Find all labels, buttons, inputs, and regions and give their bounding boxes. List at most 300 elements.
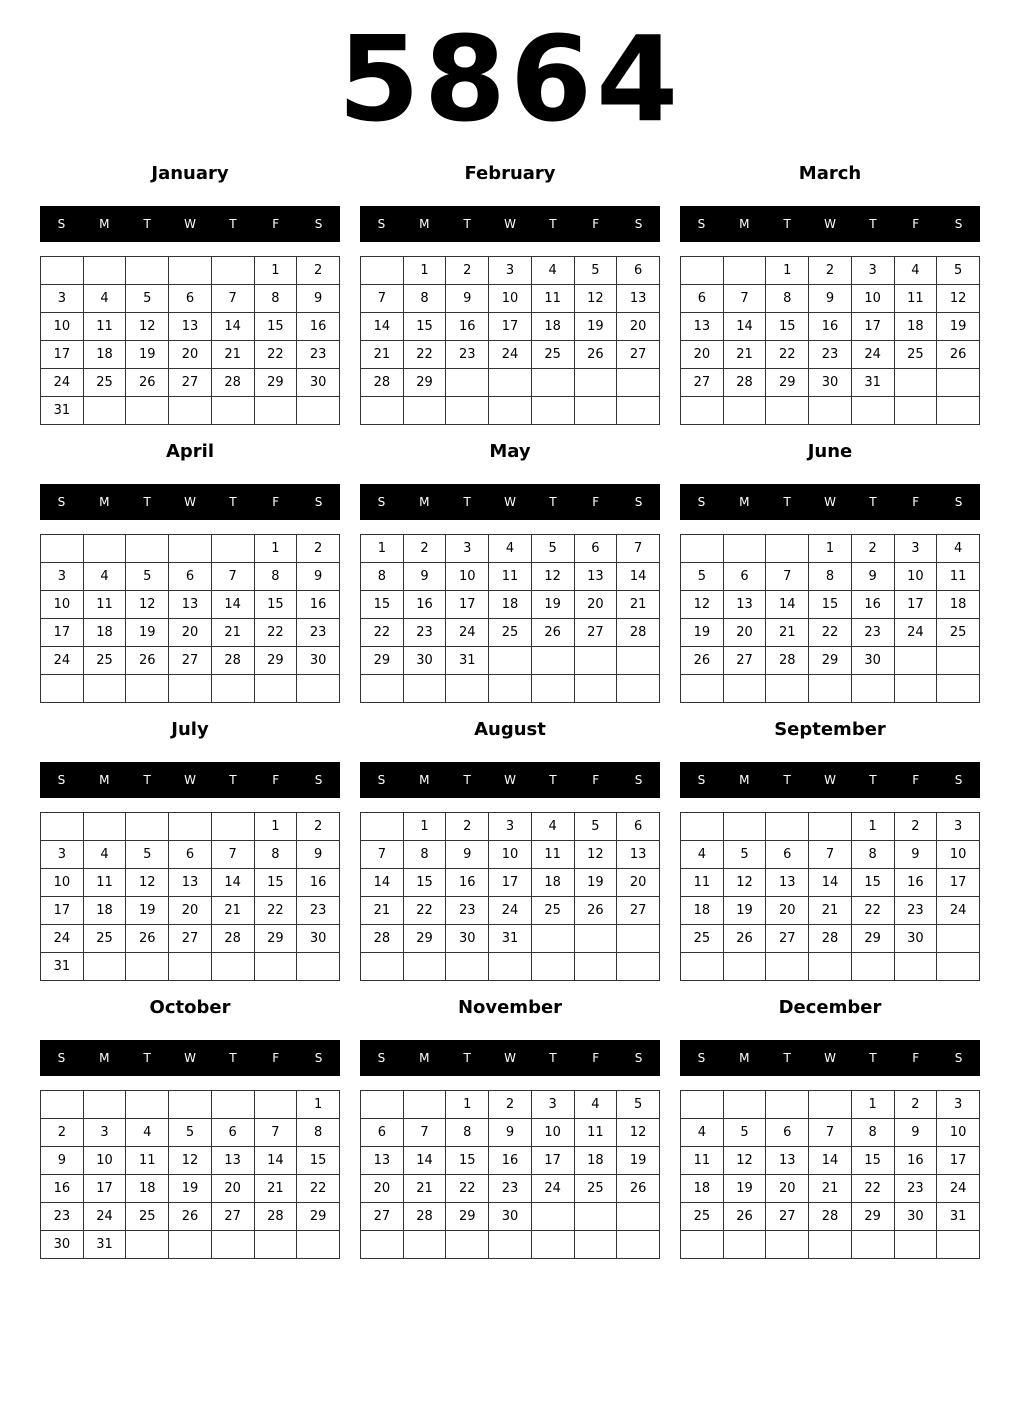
day-cell <box>894 1231 937 1259</box>
week-row <box>41 897 340 925</box>
day-cell: 13 <box>681 313 724 341</box>
day-cell: 27 <box>211 1203 254 1231</box>
week-row <box>361 813 660 841</box>
week-row <box>361 925 660 953</box>
week-row <box>41 341 340 369</box>
day-cell <box>126 675 169 703</box>
day-cell: 1 <box>446 1091 489 1119</box>
day-cell <box>574 1203 617 1231</box>
weekday-label: M <box>419 495 430 509</box>
day-cell <box>531 1231 574 1259</box>
month-name: August <box>474 719 546 740</box>
week-row <box>361 953 660 981</box>
day-cell: 11 <box>83 591 126 619</box>
day-cell: 2 <box>489 1091 532 1119</box>
day-cell: 7 <box>254 1119 297 1147</box>
day-cell: 25 <box>83 647 126 675</box>
weekday-label: M <box>739 773 750 787</box>
day-cell: 8 <box>403 285 446 313</box>
day-cell: 10 <box>489 841 532 869</box>
day-cell: 6 <box>211 1119 254 1147</box>
day-cell: 9 <box>489 1119 532 1147</box>
weekday-label: W <box>824 773 836 787</box>
day-cell: 25 <box>531 341 574 369</box>
day-cell: 14 <box>403 1147 446 1175</box>
weekday-label: F <box>912 1051 920 1065</box>
weekday-label: T <box>549 495 557 509</box>
day-cell: 13 <box>169 313 212 341</box>
day-cell: 25 <box>489 619 532 647</box>
weekday-label: T <box>143 1051 151 1065</box>
day-cell: 5 <box>126 841 169 869</box>
day-cell: 4 <box>681 1119 724 1147</box>
weekday-label: M <box>739 495 750 509</box>
week-row <box>41 257 340 285</box>
day-cell: 29 <box>254 925 297 953</box>
week-row <box>41 313 340 341</box>
day-cell: 28 <box>254 1203 297 1231</box>
day-cell <box>681 1091 724 1119</box>
day-cell: 26 <box>681 647 724 675</box>
day-cell: 4 <box>489 535 532 563</box>
day-cell <box>617 397 660 425</box>
day-cell: 7 <box>211 563 254 591</box>
day-cell: 12 <box>574 841 617 869</box>
day-cell: 4 <box>83 285 126 313</box>
day-cell: 8 <box>403 841 446 869</box>
day-cell: 18 <box>531 313 574 341</box>
day-cell <box>574 397 617 425</box>
day-cell: 11 <box>489 563 532 591</box>
day-cell: 20 <box>723 619 766 647</box>
day-cell <box>937 1231 980 1259</box>
weekday-label: F <box>592 773 600 787</box>
day-cell: 15 <box>851 1147 894 1175</box>
day-cell <box>723 535 766 563</box>
week-row <box>361 1119 660 1147</box>
weekday-label: S <box>697 773 706 787</box>
day-cell: 31 <box>41 397 84 425</box>
day-cell: 6 <box>169 285 212 313</box>
week-row <box>681 953 980 981</box>
day-cell: 17 <box>41 619 84 647</box>
week-row <box>41 869 340 897</box>
day-cell <box>41 535 84 563</box>
day-cell: 2 <box>446 257 489 285</box>
week-row <box>681 257 980 285</box>
day-cell <box>809 953 852 981</box>
weekday-label: S <box>634 217 643 231</box>
day-cell <box>254 1231 297 1259</box>
week-row <box>41 1119 340 1147</box>
day-cell <box>766 397 809 425</box>
day-cell: 25 <box>681 1203 724 1231</box>
day-grid <box>680 1090 980 1259</box>
day-cell <box>126 535 169 563</box>
week-row <box>681 647 980 675</box>
day-cell: 25 <box>574 1175 617 1203</box>
week-row <box>41 591 340 619</box>
day-cell: 31 <box>41 953 84 981</box>
day-cell <box>361 397 404 425</box>
week-row <box>361 1203 660 1231</box>
weekday-label: T <box>783 1051 791 1065</box>
weekday-header <box>680 484 980 520</box>
day-cell: 6 <box>169 563 212 591</box>
day-cell <box>297 953 340 981</box>
day-cell <box>617 647 660 675</box>
day-cell: 6 <box>361 1119 404 1147</box>
day-cell: 8 <box>297 1119 340 1147</box>
week-row <box>681 1091 980 1119</box>
weekday-header <box>360 1040 660 1076</box>
day-cell: 5 <box>937 257 980 285</box>
weekday-label: M <box>739 217 750 231</box>
day-cell: 22 <box>361 619 404 647</box>
day-cell: 17 <box>41 897 84 925</box>
day-cell <box>446 397 489 425</box>
day-cell <box>766 813 809 841</box>
day-cell: 27 <box>766 925 809 953</box>
day-cell <box>211 675 254 703</box>
day-cell: 10 <box>531 1119 574 1147</box>
day-cell: 27 <box>617 341 660 369</box>
day-cell: 7 <box>809 841 852 869</box>
day-cell: 20 <box>766 897 809 925</box>
day-cell: 18 <box>83 619 126 647</box>
day-cell: 24 <box>446 619 489 647</box>
day-cell <box>894 953 937 981</box>
day-cell: 5 <box>126 563 169 591</box>
week-row <box>361 619 660 647</box>
month-name: March <box>798 163 862 184</box>
weekday-label: W <box>184 773 196 787</box>
day-cell: 15 <box>851 869 894 897</box>
day-cell: 20 <box>766 1175 809 1203</box>
day-cell <box>531 369 574 397</box>
weekday-label: T <box>869 495 877 509</box>
day-cell <box>723 953 766 981</box>
day-cell <box>41 1091 84 1119</box>
day-cell <box>894 369 937 397</box>
day-cell: 13 <box>361 1147 404 1175</box>
day-cell: 5 <box>574 257 617 285</box>
day-cell: 23 <box>41 1203 84 1231</box>
day-cell: 12 <box>574 285 617 313</box>
day-cell: 28 <box>211 925 254 953</box>
week-row <box>361 341 660 369</box>
day-cell: 7 <box>723 285 766 313</box>
day-cell: 10 <box>851 285 894 313</box>
day-cell: 23 <box>297 341 340 369</box>
day-cell: 29 <box>254 369 297 397</box>
day-cell <box>211 535 254 563</box>
day-cell <box>361 813 404 841</box>
day-cell: 30 <box>297 647 340 675</box>
weekday-label: T <box>869 1051 877 1065</box>
day-cell <box>681 257 724 285</box>
weekday-label: T <box>783 217 791 231</box>
day-cell <box>126 813 169 841</box>
day-cell: 13 <box>766 869 809 897</box>
day-cell <box>937 953 980 981</box>
day-cell: 12 <box>126 869 169 897</box>
day-cell: 27 <box>766 1203 809 1231</box>
day-cell <box>297 1231 340 1259</box>
weekday-header <box>360 206 660 242</box>
day-cell: 25 <box>937 619 980 647</box>
month-name: April <box>165 441 215 462</box>
day-cell: 22 <box>297 1175 340 1203</box>
weekday-label: M <box>99 1051 110 1065</box>
weekday-label: T <box>229 495 237 509</box>
weekday-label: W <box>184 1051 196 1065</box>
week-row <box>361 535 660 563</box>
day-cell <box>254 675 297 703</box>
day-cell: 19 <box>169 1175 212 1203</box>
week-row <box>681 1203 980 1231</box>
day-cell <box>403 397 446 425</box>
day-cell: 17 <box>937 869 980 897</box>
day-cell <box>809 1231 852 1259</box>
day-cell: 10 <box>41 313 84 341</box>
day-cell <box>723 1091 766 1119</box>
week-row <box>681 563 980 591</box>
day-cell: 28 <box>809 925 852 953</box>
day-cell: 30 <box>851 647 894 675</box>
day-cell <box>83 675 126 703</box>
week-row <box>41 1147 340 1175</box>
day-cell <box>403 675 446 703</box>
day-cell: 12 <box>126 591 169 619</box>
day-cell: 2 <box>297 535 340 563</box>
day-cell: 12 <box>723 869 766 897</box>
day-cell <box>574 953 617 981</box>
day-cell <box>83 813 126 841</box>
week-row <box>681 1119 980 1147</box>
day-cell <box>809 1091 852 1119</box>
weekday-label: S <box>57 773 66 787</box>
day-cell: 14 <box>766 591 809 619</box>
day-cell: 21 <box>361 897 404 925</box>
day-cell <box>169 813 212 841</box>
day-cell: 6 <box>169 841 212 869</box>
day-cell: 21 <box>617 591 660 619</box>
day-cell: 27 <box>617 897 660 925</box>
day-cell: 23 <box>894 1175 937 1203</box>
day-cell: 9 <box>894 841 937 869</box>
day-cell: 31 <box>446 647 489 675</box>
week-row <box>681 619 980 647</box>
day-cell: 28 <box>766 647 809 675</box>
day-cell: 9 <box>446 285 489 313</box>
weekday-label: W <box>184 217 196 231</box>
weekday-header <box>360 762 660 798</box>
weekday-label: T <box>869 773 877 787</box>
day-cell: 1 <box>361 535 404 563</box>
day-cell: 3 <box>851 257 894 285</box>
week-row <box>361 647 660 675</box>
day-cell: 27 <box>574 619 617 647</box>
weekday-label: F <box>272 495 280 509</box>
day-cell <box>937 397 980 425</box>
day-cell <box>851 397 894 425</box>
day-cell: 11 <box>681 869 724 897</box>
day-cell: 8 <box>851 1119 894 1147</box>
day-cell: 4 <box>531 813 574 841</box>
weekday-label: T <box>549 1051 557 1065</box>
day-cell: 4 <box>937 535 980 563</box>
day-cell <box>169 1091 212 1119</box>
day-cell: 8 <box>851 841 894 869</box>
week-row <box>361 1231 660 1259</box>
week-row <box>361 397 660 425</box>
day-cell: 29 <box>851 1203 894 1231</box>
weekday-label: S <box>954 217 963 231</box>
day-cell: 6 <box>574 535 617 563</box>
day-cell: 22 <box>446 1175 489 1203</box>
day-cell: 24 <box>489 341 532 369</box>
day-cell <box>766 535 809 563</box>
week-row <box>681 1175 980 1203</box>
week-row <box>41 1231 340 1259</box>
day-cell: 8 <box>254 563 297 591</box>
day-cell: 19 <box>126 897 169 925</box>
day-cell: 17 <box>489 313 532 341</box>
week-row <box>41 1203 340 1231</box>
day-cell: 21 <box>254 1175 297 1203</box>
day-cell: 11 <box>531 285 574 313</box>
weekday-label: T <box>783 495 791 509</box>
day-cell <box>297 397 340 425</box>
day-cell: 26 <box>126 647 169 675</box>
day-cell <box>531 675 574 703</box>
day-cell: 28 <box>617 619 660 647</box>
day-cell <box>617 953 660 981</box>
day-cell: 13 <box>723 591 766 619</box>
day-cell: 19 <box>531 591 574 619</box>
day-cell: 10 <box>41 869 84 897</box>
week-row <box>681 313 980 341</box>
weekday-label: W <box>504 773 516 787</box>
day-cell <box>297 675 340 703</box>
day-cell: 2 <box>851 535 894 563</box>
week-row <box>361 1091 660 1119</box>
day-cell: 4 <box>894 257 937 285</box>
day-cell: 1 <box>254 257 297 285</box>
day-cell: 29 <box>766 369 809 397</box>
day-cell: 20 <box>617 869 660 897</box>
day-cell <box>126 1091 169 1119</box>
day-cell: 17 <box>894 591 937 619</box>
day-cell: 15 <box>254 869 297 897</box>
day-cell: 6 <box>617 813 660 841</box>
day-cell: 20 <box>681 341 724 369</box>
day-cell: 13 <box>211 1147 254 1175</box>
weekday-label: F <box>272 217 280 231</box>
month-name: November <box>457 997 563 1018</box>
day-cell: 28 <box>403 1203 446 1231</box>
day-cell: 14 <box>254 1147 297 1175</box>
day-cell <box>894 647 937 675</box>
day-cell: 18 <box>126 1175 169 1203</box>
weekday-label: T <box>229 217 237 231</box>
day-cell: 10 <box>894 563 937 591</box>
day-cell: 19 <box>574 869 617 897</box>
day-cell <box>617 1231 660 1259</box>
day-cell <box>169 535 212 563</box>
day-cell <box>766 675 809 703</box>
day-cell: 9 <box>297 841 340 869</box>
week-row <box>361 869 660 897</box>
day-cell <box>446 953 489 981</box>
weekday-label: S <box>954 495 963 509</box>
day-cell: 2 <box>297 257 340 285</box>
week-row <box>361 591 660 619</box>
day-cell <box>617 675 660 703</box>
day-cell: 21 <box>809 1175 852 1203</box>
day-cell: 23 <box>297 897 340 925</box>
day-cell: 19 <box>723 1175 766 1203</box>
day-cell: 22 <box>851 1175 894 1203</box>
day-cell: 23 <box>489 1175 532 1203</box>
weekday-header <box>680 206 980 242</box>
day-cell <box>83 1091 126 1119</box>
weekday-label: S <box>57 1051 66 1065</box>
day-grid <box>680 256 980 425</box>
weekday-label: S <box>377 773 386 787</box>
day-cell <box>254 1091 297 1119</box>
week-row <box>41 953 340 981</box>
day-cell: 3 <box>83 1119 126 1147</box>
weekday-label: F <box>912 773 920 787</box>
day-cell: 2 <box>297 813 340 841</box>
month-name: September <box>774 719 886 740</box>
day-cell: 9 <box>41 1147 84 1175</box>
day-cell <box>617 925 660 953</box>
week-row <box>41 925 340 953</box>
day-cell <box>723 1231 766 1259</box>
day-cell <box>446 1231 489 1259</box>
weekday-label: T <box>463 773 471 787</box>
day-cell <box>617 1203 660 1231</box>
day-cell <box>937 675 980 703</box>
day-cell: 24 <box>851 341 894 369</box>
day-cell: 6 <box>723 563 766 591</box>
day-cell: 26 <box>126 925 169 953</box>
day-cell: 14 <box>723 313 766 341</box>
day-cell <box>851 953 894 981</box>
day-cell: 3 <box>41 841 84 869</box>
day-cell <box>937 369 980 397</box>
weekday-label: T <box>463 495 471 509</box>
weekday-label: S <box>314 1051 323 1065</box>
day-cell <box>169 397 212 425</box>
week-row <box>361 1147 660 1175</box>
week-row <box>361 313 660 341</box>
day-cell <box>41 813 84 841</box>
day-cell: 4 <box>531 257 574 285</box>
weekday-label: S <box>314 773 323 787</box>
day-cell: 13 <box>574 563 617 591</box>
day-cell: 26 <box>126 369 169 397</box>
day-cell: 8 <box>766 285 809 313</box>
day-cell: 9 <box>851 563 894 591</box>
day-cell: 26 <box>937 341 980 369</box>
day-cell: 7 <box>211 285 254 313</box>
day-cell: 3 <box>489 257 532 285</box>
day-cell <box>446 369 489 397</box>
